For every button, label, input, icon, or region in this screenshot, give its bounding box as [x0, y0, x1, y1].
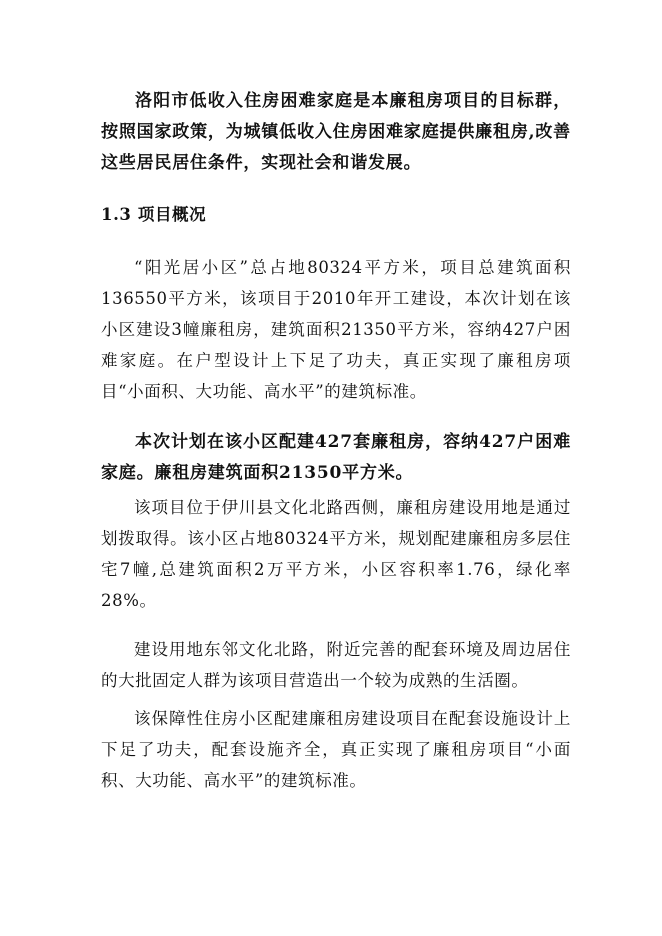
plan-paragraph: 本次计划在该小区配建427套廉租房，容纳427户困难家庭。廉租房建筑面积21350平方米。 [101, 432, 571, 483]
overview-paragraph: “阳光居小区”总占地80324平方米，项目总建筑面积136550平方米，该项目于2010年开工建设，本次计划在该小区建设3幢廉租房，建筑面积21350平方米，容纳427户困难家庭。在户型设计上下足了功夫，真正实现了廉租房项目“小面积、大功能、高水平”的建筑标准。 [101, 258, 571, 401]
facilities-paragraph: 该保障性住房小区配建廉租房建设项目在配套设施设计上下足了功夫，配套设施齐全，真正实现了廉租房项目“小面积、大功能、高水平”的建筑标准。 [101, 709, 571, 790]
intro-paragraph: 洛阳市低收入住房困难家庭是本廉租房项目的目标群，按照国家政策，为城镇低收入住房困难家庭提供廉租房,改善这些居民居住条件，实现社会和谐发展。 [101, 91, 571, 173]
section-heading: 1.3 项目概况 [101, 205, 207, 224]
location-paragraph: 该项目位于伊川县文化北路西侧，廉租房建设用地是通过划拨取得。该小区占地80324平方米，规划配建廉租房多层住宅7幢,总建筑面积2万平方米，小区容积率1.76，绿化率28%。 [101, 498, 571, 610]
surroundings-paragraph: 建设用地东邻文化北路，附近完善的配套环境及周边居住的大批固定人群为该项目营造出一个较为成熟的生活圈。 [101, 640, 571, 690]
